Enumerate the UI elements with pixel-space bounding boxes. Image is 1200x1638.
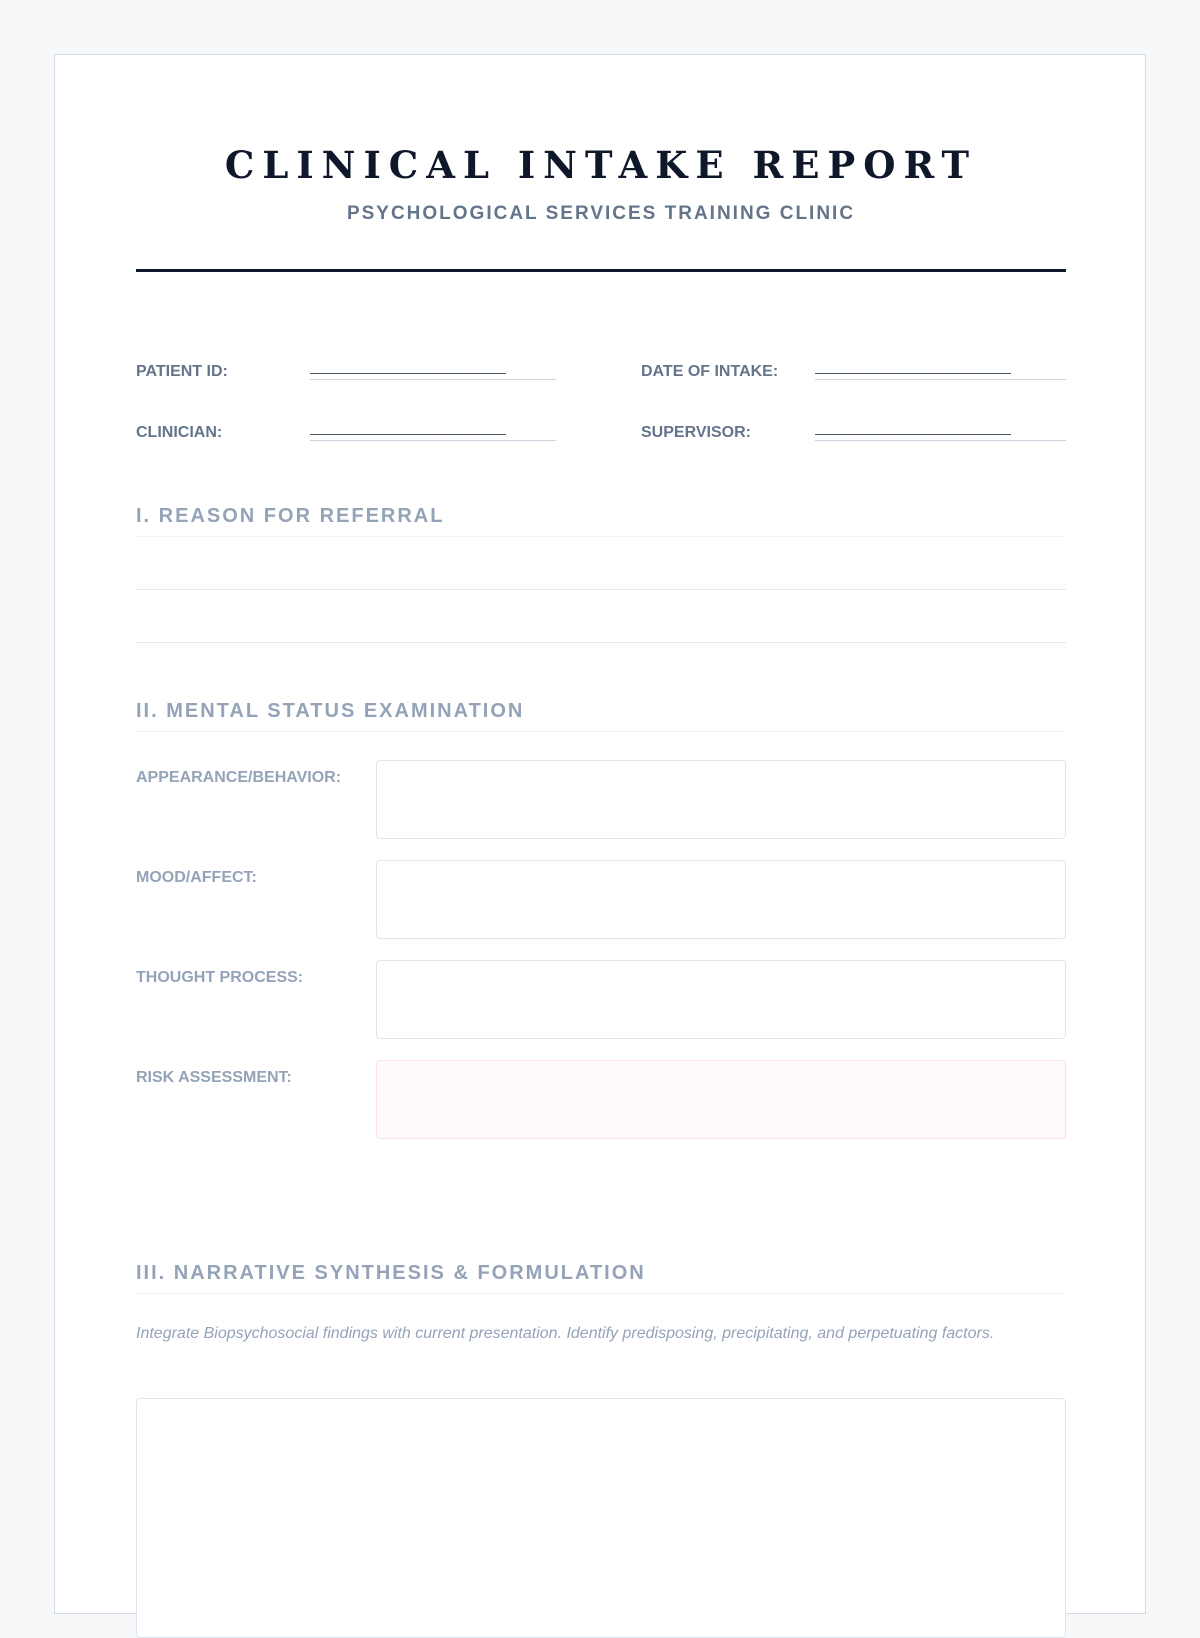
report-page [54, 54, 1146, 1614]
risk-assessment-label: RISK ASSESSMENT: [136, 1069, 292, 1086]
thought-process-field[interactable] [376, 960, 1066, 1039]
patient-id-label: PATIENT ID: [136, 363, 228, 380]
report-title: CLINICAL INTAKE REPORT [224, 143, 978, 187]
header-divider [136, 269, 1066, 272]
section-heading-mse: II. MENTAL STATUS EXAMINATION [136, 700, 525, 722]
referral-writing-line[interactable] [136, 589, 1066, 590]
appearance-behavior-field[interactable] [376, 760, 1066, 839]
supervisor-field[interactable]: ______________________ [815, 418, 1066, 441]
date-of-intake-field[interactable]: ______________________ [815, 357, 1066, 380]
mood-affect-label: MOOD/AFFECT: [136, 869, 257, 886]
referral-writing-line[interactable] [136, 642, 1066, 643]
appearance-behavior-label: APPEARANCE/BEHAVIOR: [136, 769, 342, 786]
narrative-instructions: Integrate Biopsychosocial findings with current presentation. Identify predisposing, precipitating, and perpetuating factors. [136, 1325, 995, 1342]
supervisor-label: SUPERVISOR: [641, 424, 751, 441]
patient-id-field[interactable]: ______________________ [310, 357, 556, 380]
clinic-name: PSYCHOLOGICAL SERVICES TRAINING CLINIC [346, 203, 856, 224]
thought-process-label: THOUGHT PROCESS: [136, 969, 304, 986]
mood-affect-field[interactable] [376, 860, 1066, 939]
narrative-text-area[interactable] [136, 1398, 1066, 1638]
risk-assessment-field[interactable] [376, 1060, 1066, 1139]
clinician-label: CLINICIAN: [136, 424, 223, 441]
clinician-field[interactable]: ______________________ [310, 418, 556, 441]
section-divider [136, 1293, 1066, 1294]
section-divider [136, 731, 1066, 732]
section-heading-narrative: III. NARRATIVE SYNTHESIS & FORMULATION [136, 1262, 646, 1284]
section-divider [136, 536, 1066, 537]
section-heading-referral: I. REASON FOR REFERRAL [136, 505, 445, 527]
date-of-intake-label: DATE OF INTAKE: [641, 363, 779, 380]
